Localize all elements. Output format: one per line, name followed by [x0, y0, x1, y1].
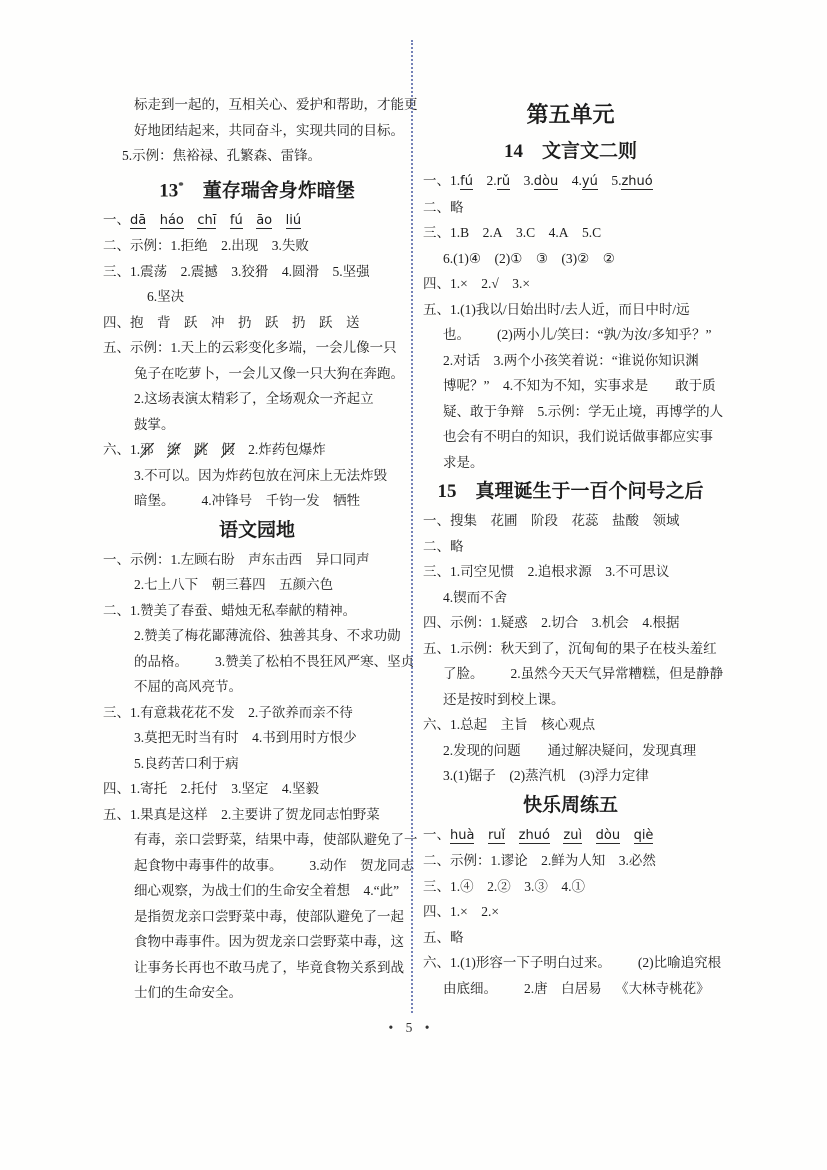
lesson-number: 15	[437, 481, 457, 502]
pinyin-underlined: zhuó	[621, 174, 653, 189]
answer-line	[103, 802, 411, 828]
answer-line	[103, 929, 411, 955]
answer-line	[423, 661, 724, 687]
pinyin-underlined: dòu	[533, 174, 559, 189]
answer-line	[103, 463, 411, 489]
answer-text: 3.(1)锯子 (2)蒸汽机 (3)浮力定律	[443, 768, 649, 783]
page-number: • 5 •	[388, 1020, 430, 1035]
pinyin-underlined: rǔ	[496, 174, 511, 189]
answer-text: 由底细。 2.唐 白居易 《大林寺桃花》	[443, 980, 710, 996]
pinyin-underlined: zhuó	[518, 827, 550, 843]
answer-text	[272, 212, 286, 227]
pinyin-underlined: yú	[581, 174, 598, 189]
answer-line	[423, 874, 718, 900]
answer-line	[103, 955, 411, 981]
pinyin-underlined: zuì	[563, 827, 583, 843]
answer-line	[423, 899, 718, 925]
answer-line	[103, 649, 415, 675]
answer-text: 四、示例：1.疑惑 2.切合 3.机会 4.根据	[423, 615, 680, 630]
answer-text: 三、1.司空见惯 2.追根求源 3.不可思议	[423, 564, 670, 579]
answer-line	[103, 310, 411, 336]
answer-line	[103, 700, 411, 726]
answer-text: 五、略	[423, 929, 464, 945]
answer-line	[103, 488, 411, 514]
answer-text: 2.对话 3.两个小孩笑着说：“谁说你知识渊	[443, 352, 699, 368]
answer-text	[243, 212, 257, 227]
heading-text: 董存瑞舍身炸暗堡	[183, 179, 355, 201]
answer-line	[423, 712, 718, 738]
answer-text: 二、示例：1.拒绝 2.出现 3.失败	[103, 238, 309, 254]
answer-text: 一、搜集 花圃 阶段 花蕊 盐酸 领域	[423, 513, 680, 528]
answer-line	[423, 168, 718, 195]
heading-text: 真理诞生于一百个问号之后	[456, 481, 704, 502]
answer-text: 2.这场表演太精彩了，全场观众一齐起立	[134, 391, 374, 407]
answer-line	[103, 547, 411, 573]
answer-text: 2.	[472, 173, 497, 188]
lesson-heading	[423, 479, 718, 505]
lesson-number: 14	[503, 141, 523, 162]
answer-text: 六、1.	[103, 442, 141, 458]
answer-text	[620, 827, 634, 842]
crossed-out-char: 缭	[167, 437, 181, 463]
crossed-out-char: 邪	[140, 437, 154, 463]
answer-line	[103, 284, 411, 310]
answer-text: 起食物中毒事件的故事。 3.动作 贺龙同志	[134, 857, 415, 873]
answer-text: 2.七上八下 朝三暮四 五颜六色	[134, 577, 334, 593]
answer-line	[423, 450, 718, 476]
answer-text: 2.赞美了梅花鄙薄流俗、独善其身、不求功勋	[134, 628, 401, 644]
pinyin-underlined: fú	[229, 212, 243, 228]
answer-text: 六、1.(1)形容一下子明白过来。 (2)比喻追究根	[423, 955, 722, 970]
answer-line	[423, 559, 718, 585]
answer-line	[423, 534, 718, 560]
answer-line	[423, 508, 718, 534]
answer-line	[423, 373, 718, 399]
right-column	[423, 95, 724, 1001]
answer-text: 二、示例：1.谬论 2.鲜为人知 3.必然	[423, 853, 656, 868]
answer-text: 五、1.(1)我以/日始出时/去人近，而日中时/远	[423, 301, 690, 317]
answer-text	[154, 442, 168, 457]
answer-text: 4.锲而不舍	[443, 589, 508, 605]
unit-heading	[423, 101, 718, 129]
heading-text: 第五单元	[526, 102, 615, 127]
answer-text	[181, 442, 195, 457]
lesson-heading	[103, 518, 411, 544]
answer-line	[423, 848, 718, 874]
answer-text: 三、1.B 2.A 3.C 4.A 5.C	[423, 225, 602, 240]
answer-text: 一、	[423, 826, 450, 842]
answer-text: 四、1.× 2.√ 3.×	[423, 276, 531, 291]
answer-line	[423, 246, 718, 272]
answer-text: 好地团结起来，共同奋斗，实现共同的目标。	[134, 122, 404, 138]
answer-text: 二、1.赞美了春蚕、蜡烛无私奉献的精神。	[103, 602, 357, 618]
answer-line	[103, 92, 418, 118]
answer-text	[216, 212, 230, 227]
answer-text: 2.发现的问题 通过解决疑问，发现真理	[443, 742, 697, 758]
answer-text: 五、1.果真是这样 2.主要讲了贺龙同志怕野菜	[103, 806, 380, 822]
crossed-out-char: 假	[221, 437, 235, 463]
answer-line	[423, 687, 718, 713]
answer-line	[103, 751, 411, 777]
answer-line	[423, 399, 724, 425]
answer-line	[423, 763, 718, 789]
answer-text: 三、1.④ 2.② 3.③ 4.①	[423, 878, 585, 894]
lesson-heading	[103, 173, 411, 204]
answer-text: 六、1.总起 主旨 核心观点	[423, 717, 596, 732]
answer-line	[103, 143, 411, 169]
answer-text: 标走到一起的，互相关心、爱护和帮助，才能更	[134, 97, 418, 112]
answer-line	[103, 118, 411, 144]
answer-line	[423, 610, 718, 636]
answer-line	[103, 904, 411, 930]
heading-text: 快乐周练五	[522, 794, 618, 816]
answer-text: 二、略	[423, 199, 464, 215]
answer-line	[423, 322, 718, 348]
answer-line	[103, 827, 418, 853]
answer-text: 一、	[103, 211, 130, 227]
lesson-heading	[423, 793, 718, 819]
answer-text	[184, 212, 198, 227]
pinyin-underlined: āo	[256, 212, 273, 228]
answer-line	[423, 297, 718, 323]
answer-text: 一、1.	[423, 173, 461, 188]
answer-text: 四、1.寄托 2.托付 3.坚定 4.坚毅	[103, 781, 319, 797]
answer-line	[103, 207, 411, 234]
answer-text: 也。 (2)两小儿/笑曰：“孰/为汝/多知乎？”	[443, 327, 712, 342]
pinyin-underlined: qiè	[633, 827, 654, 843]
answer-text	[505, 827, 519, 842]
answer-text: 一、示例：1.左顾右盼 声东击西 异口同声	[103, 551, 370, 567]
pinyin-underlined: chī	[197, 212, 217, 228]
answer-text: 5.良药苦口利于病	[134, 755, 239, 771]
lesson-heading	[423, 139, 718, 165]
answer-text	[582, 827, 596, 842]
answer-text: 6.坚决	[147, 289, 185, 305]
answer-text: 的品格。 3.赞美了松柏不畏狂风严寒、坚贞	[134, 653, 415, 669]
answer-line	[103, 623, 411, 649]
answer-text	[146, 212, 160, 227]
answer-line	[103, 598, 411, 624]
answer-text: 了脸。 2.虽然今天天气异常糟糕，但是静静	[443, 666, 724, 681]
answer-line	[103, 572, 411, 598]
answer-text: 4.	[558, 173, 582, 188]
answer-line	[103, 776, 411, 802]
answer-text: 博呢？” 4.不知为不知，实事求是 敢于质	[443, 378, 716, 393]
lesson-number: 13	[159, 179, 179, 201]
answer-line	[423, 195, 718, 221]
answer-text: 让事务长再也不敢马虎了，毕竟食物关系到战	[134, 959, 404, 975]
answer-text: 5.	[597, 173, 622, 188]
answer-text: 鼓掌。	[134, 416, 175, 432]
answer-text: 兔子在吃萝卜，一会儿又像一只大狗在奔跑。	[134, 365, 404, 381]
answer-line	[103, 412, 411, 438]
answer-line	[423, 271, 718, 297]
pinyin-underlined: dā	[130, 212, 147, 228]
answer-line	[103, 878, 411, 904]
pinyin-underlined: huà	[450, 827, 475, 843]
answer-line	[423, 950, 722, 976]
pinyin-underlined: fú	[460, 174, 473, 189]
pinyin-underlined: ruǐ	[487, 827, 506, 843]
answer-line	[103, 335, 411, 361]
answer-text: 食物中毒事件。因为贺龙亲口尝野菜中毒，这	[134, 934, 404, 950]
answer-text: 疑、敢于争辩 5.示例：学无止境，再博学的人	[443, 403, 724, 419]
answer-text: 有毒，亲口尝野菜，结果中毒，使部队避免了一	[134, 832, 418, 848]
answer-text: 3.不可以。因为炸药包放在河床上无法炸毁	[134, 467, 388, 483]
pinyin-underlined: háo	[159, 212, 184, 228]
answer-line	[103, 259, 411, 285]
answer-line	[103, 386, 411, 412]
answer-text	[550, 827, 564, 842]
answer-line	[103, 437, 411, 463]
answer-line	[103, 674, 411, 700]
answer-line	[423, 738, 718, 764]
column-divider	[411, 40, 413, 1013]
answer-line	[423, 976, 718, 1002]
answer-line	[103, 853, 415, 879]
answer-line	[103, 980, 411, 1006]
answer-text: 四、抱 背 跃 冲 扔 跃 扔 跃 送	[103, 314, 360, 330]
answer-line	[423, 585, 718, 611]
answer-text	[474, 827, 488, 842]
pinyin-underlined: dòu	[595, 827, 621, 843]
answer-text: 五、1.示例：秋天到了，沉甸甸的果子在枝头羞红	[423, 640, 717, 656]
answer-text	[208, 442, 222, 457]
pinyin-underlined: liú	[285, 212, 302, 228]
answer-text: 2.炸药包爆炸	[234, 442, 326, 458]
answer-text: 还是按时到校上课。	[443, 691, 565, 707]
heading-text: 文言文二则	[522, 141, 637, 162]
answer-line	[423, 822, 718, 849]
answer-text: 四、1.× 2.×	[423, 904, 499, 919]
answer-text: 3.	[510, 173, 534, 188]
skim-reading-star: *	[178, 179, 184, 192]
answer-text: 求是。	[443, 454, 484, 470]
answer-text: 五、示例：1.天上的云彩变化多端，一会儿像一只	[103, 340, 397, 356]
answer-text: 三、1.震荡 2.震撼 3.狡猾 4.圆滑 5.坚强	[103, 263, 370, 279]
answer-line	[423, 424, 718, 450]
answer-text: 二、略	[423, 538, 464, 554]
answer-text: 是指贺龙亲口尝野菜中毒，使部队避免了一起	[134, 908, 404, 924]
answer-line	[103, 233, 411, 259]
answer-text: 5.示例：焦裕禄、孔繁森、雷锋。	[122, 148, 322, 163]
answer-text: 士们的生命安全。	[134, 985, 242, 1001]
heading-text: 语文园地	[218, 519, 295, 541]
crossed-out-char: 跳	[194, 437, 208, 463]
answer-text: 细心观察，为战士们的生命安全着想 4.“此”	[134, 883, 400, 899]
answer-text: 三、1.有意栽花花不发 2.子欲养而亲不待	[103, 704, 353, 720]
answer-line	[423, 348, 718, 374]
answer-line	[103, 725, 411, 751]
answer-line	[423, 636, 718, 662]
answer-text: 暗堡。 4.冲锋号 千钧一发 牺牲	[134, 493, 361, 509]
answer-text: 也会有不明白的知识，我们说话做事都应实事	[443, 429, 713, 444]
answer-text: 不屈的高风亮节。	[134, 679, 242, 695]
answer-text: 3.莫把无时当有时 4.书到用时方恨少	[134, 730, 357, 746]
answer-text: 6.(1)④ (2)① ③ (3)② ②	[443, 250, 615, 266]
answer-line	[423, 925, 718, 951]
left-column	[103, 92, 418, 1006]
answer-line	[423, 220, 718, 246]
answer-line	[103, 361, 411, 387]
